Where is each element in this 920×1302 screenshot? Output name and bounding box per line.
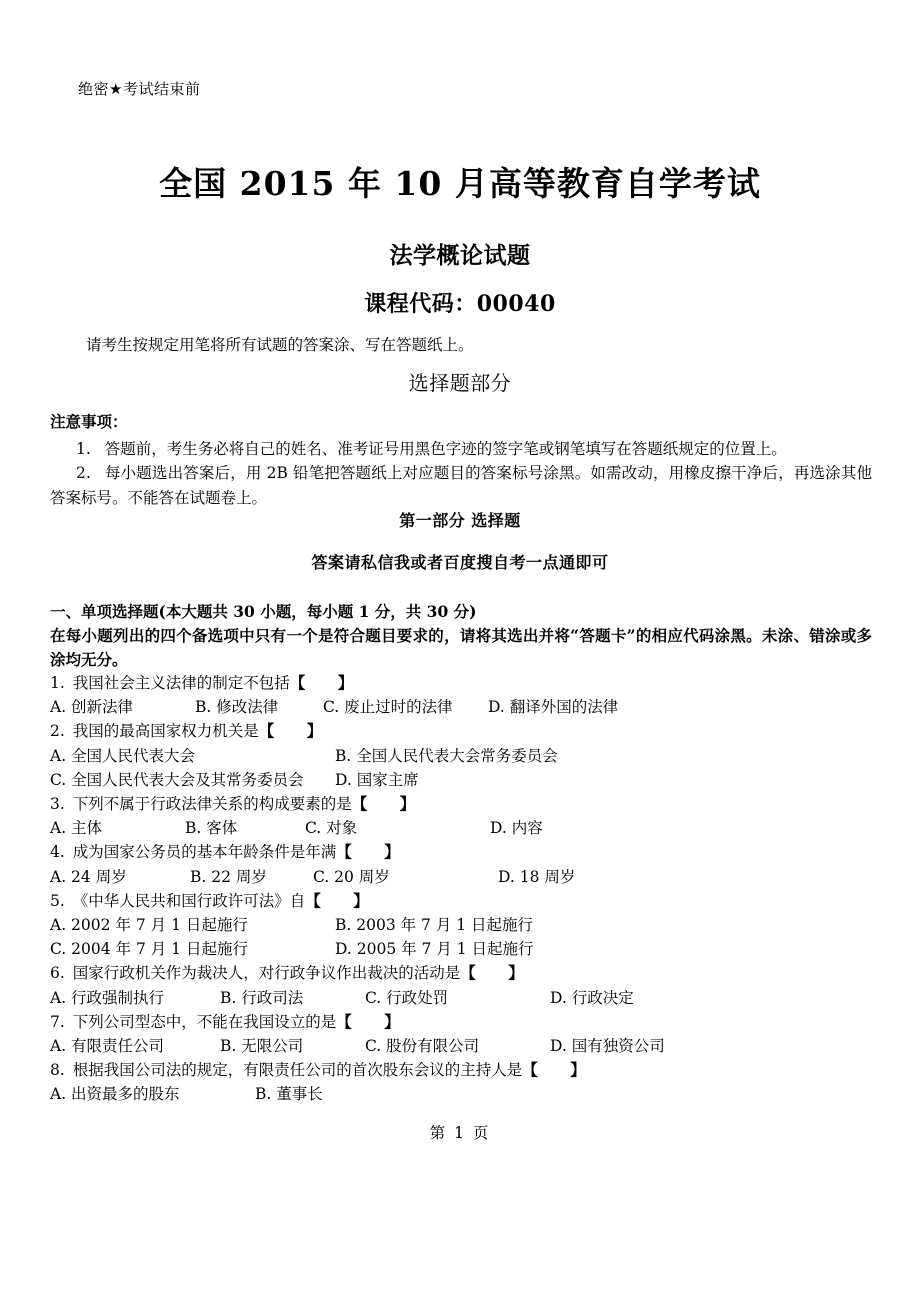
option-text: 内容 — [506, 819, 543, 838]
page-number: 第 1 页 — [429, 1124, 491, 1142]
question-option-row — [50, 1034, 872, 1058]
answer-bracket[interactable]: 【 】 — [460, 964, 525, 983]
option-label: D. — [490, 819, 507, 838]
question-option-row — [50, 1082, 872, 1106]
question-text: 根据我国公司法的规定，有限责任公司的首次股东会议的主持人是 — [67, 1061, 523, 1080]
note-item-1-text: 答题前，考生务必将自己的姓名、准考证号用黑色字迹的签字笔或钢笔填写在答题纸规定的位置上。 — [104, 440, 787, 458]
option-text: 主体 — [66, 819, 103, 838]
question-option[interactable] — [50, 865, 190, 889]
question-option[interactable] — [50, 816, 185, 840]
question-section-heading-line2: 在每小题列出的四个备选项中只有一个是符合题目要求的，请将其选出并将“答题卡”的相应代码涂黑。未涂、错涂或多涂均无分。 — [50, 626, 872, 669]
note-item-2-number: 2. — [76, 464, 91, 482]
question-option[interactable] — [365, 1034, 550, 1058]
question-section-heading-line1: 一、单项选择题(本大题共 30 小题，每小题 1 分，共 30 分) — [50, 602, 477, 621]
option-label: C. — [313, 867, 330, 886]
question-option[interactable] — [50, 1034, 220, 1058]
question-number: 2. — [50, 722, 65, 741]
subject-title: 法学概论试题 — [389, 242, 531, 270]
question-option[interactable] — [220, 1034, 365, 1058]
question-text: 成为国家公务员的基本年龄条件是年满 — [67, 843, 337, 862]
option-text: 对象 — [321, 819, 358, 838]
option-text: 有限责任公司 — [66, 1037, 165, 1056]
question-option[interactable] — [50, 937, 335, 961]
option-text: 全国人民代表大会 — [66, 746, 196, 765]
question-option[interactable] — [488, 695, 618, 719]
note-item-2 — [50, 461, 872, 511]
question-option[interactable] — [550, 986, 634, 1010]
option-label: D. — [550, 1037, 567, 1056]
question-list — [50, 671, 872, 1107]
question-text: 下列公司型态中，不能在我国设立的是 — [67, 1012, 337, 1031]
answer-bracket[interactable]: 【 】 — [305, 891, 370, 910]
option-label: B. — [195, 698, 212, 717]
option-text: 废止过时的法律 — [339, 698, 453, 717]
option-label: C. — [365, 1037, 382, 1056]
question-option[interactable] — [50, 695, 195, 719]
option-text: 翻译外国的法律 — [504, 698, 619, 717]
question-option[interactable] — [305, 816, 490, 840]
option-text: 全国人民代表大会常务委员会 — [351, 746, 558, 765]
page-title: 全国 2015 年 10 月高等教育自学考试 — [159, 164, 761, 204]
option-text: 2005 年 7 月 1 日起施行 — [351, 940, 534, 959]
pen-notice: 请考生按规定用笔将所有试题的答案涂、写在答题纸上。 — [86, 336, 474, 354]
option-label: B. — [220, 988, 237, 1007]
option-text: 无限公司 — [236, 1037, 304, 1056]
question-option[interactable] — [50, 744, 335, 768]
question-option[interactable] — [498, 865, 575, 889]
option-label: B. — [185, 819, 202, 838]
question-option[interactable] — [335, 768, 419, 792]
question-option-row — [50, 695, 872, 719]
option-text: 行政强制执行 — [66, 988, 165, 1007]
question-option[interactable] — [50, 768, 335, 792]
question-option[interactable] — [490, 816, 543, 840]
answer-bracket[interactable]: 【 】 — [522, 1061, 587, 1080]
question-option[interactable] — [335, 744, 558, 768]
question-option[interactable] — [335, 937, 534, 961]
question-option-row — [50, 865, 872, 889]
option-text: 出资最多的股东 — [66, 1085, 180, 1104]
question-stem — [50, 961, 872, 985]
option-text: 客体 — [201, 819, 238, 838]
answer-bracket[interactable]: 【 】 — [258, 722, 323, 741]
option-label: D. — [488, 698, 505, 717]
option-text: 全国人民代表大会及其常务委员会 — [66, 770, 304, 789]
question-stem — [50, 719, 872, 743]
answer-bracket[interactable]: 【 】 — [336, 843, 401, 862]
option-label: C. — [305, 819, 322, 838]
option-text: 国家主席 — [351, 770, 419, 789]
question-option-row — [50, 986, 872, 1010]
answer-bracket[interactable]: 【 】 — [351, 795, 416, 814]
question-text: 我国的最高国家权力机关是 — [67, 722, 259, 741]
option-label: D. — [335, 940, 352, 959]
option-text: 20 周岁 — [329, 867, 390, 886]
question-option[interactable] — [365, 986, 550, 1010]
answer-bracket[interactable]: 【 】 — [336, 1012, 401, 1031]
question-section-heading — [50, 600, 872, 672]
option-text: 国有独资公司 — [566, 1037, 665, 1056]
question-option[interactable] — [195, 695, 323, 719]
question-option-row — [50, 768, 872, 792]
option-text: 行政处罚 — [381, 988, 449, 1007]
question-number: 4. — [50, 843, 65, 862]
note-item-1 — [50, 437, 870, 462]
option-label: A. — [50, 988, 67, 1007]
question-number: 6. — [50, 964, 65, 983]
question-option[interactable] — [255, 1082, 323, 1106]
question-stem — [50, 671, 872, 695]
note-item-2-text: 每小题选出答案后，用 2B 铅笔把答题纸上对应题目的答案标号涂黑。如需改动，用橡皮擦干净后，再选涂其他答案标号。不能答在试题卷上。 — [50, 464, 872, 507]
question-option[interactable] — [335, 913, 533, 937]
section-heading-choice: 选择题部分 — [408, 371, 512, 395]
option-text: 行政决定 — [566, 988, 634, 1007]
question-option[interactable] — [50, 1082, 255, 1106]
question-number: 8. — [50, 1061, 65, 1080]
option-label: B. — [255, 1085, 272, 1104]
option-label: C. — [50, 940, 67, 959]
option-text: 24 周岁 — [66, 867, 127, 886]
question-text: 国家行政机关作为裁决人，对行政争议作出裁决的活动是 — [67, 964, 461, 983]
option-label: D. — [550, 988, 567, 1007]
option-label: A. — [50, 1037, 67, 1056]
notes-label: 注意事项： — [50, 414, 128, 431]
option-text: 2004 年 7 月 1 日起施行 — [66, 940, 248, 959]
option-label: C. — [50, 770, 67, 789]
option-label: A. — [50, 819, 67, 838]
question-stem — [50, 792, 872, 816]
option-label: B. — [335, 916, 352, 935]
option-text: 股份有限公司 — [381, 1037, 480, 1056]
option-label: B. — [190, 867, 207, 886]
option-text: 2003 年 7 月 1 日起施行 — [351, 916, 534, 935]
option-label: A. — [50, 916, 67, 935]
question-option[interactable] — [313, 865, 498, 889]
question-option[interactable] — [220, 986, 365, 1010]
option-text: 创新法律 — [66, 698, 134, 717]
option-label: C. — [323, 698, 340, 717]
option-text: 22 周岁 — [206, 867, 267, 886]
question-option[interactable] — [323, 695, 488, 719]
option-label: D. — [335, 770, 352, 789]
question-text: 《中华人民共和国行政许可法》自 — [67, 891, 306, 910]
part-one-title: 第一部分 选择题 — [399, 511, 521, 530]
option-label: D. — [498, 867, 515, 886]
question-option[interactable] — [50, 913, 335, 937]
question-stem — [50, 840, 872, 864]
question-option-row — [50, 937, 872, 961]
secrecy-label: 绝密★考试结束前 — [78, 81, 201, 98]
question-number: 7. — [50, 1012, 65, 1031]
question-text: 下列不属于行政法律关系的构成要素的是 — [67, 795, 352, 814]
question-number: 3. — [50, 795, 65, 814]
question-option[interactable] — [550, 1034, 665, 1058]
option-label: B. — [335, 746, 352, 765]
course-code: 课程代码：00040 — [364, 291, 556, 317]
option-text: 2002 年 7 月 1 日起施行 — [66, 916, 248, 935]
option-text: 修改法律 — [211, 698, 279, 717]
option-text: 行政司法 — [236, 988, 304, 1007]
option-label: A. — [50, 698, 67, 717]
answer-promo-note: 答案请私信我或者百度搜自考一点通即可 — [311, 555, 609, 572]
question-option-row — [50, 744, 872, 768]
question-stem — [50, 889, 872, 913]
option-label: C. — [365, 988, 382, 1007]
option-label: B. — [220, 1037, 237, 1056]
question-number: 5. — [50, 891, 65, 910]
option-text: 18 周岁 — [514, 867, 576, 886]
question-option[interactable] — [190, 865, 313, 889]
question-option[interactable] — [185, 816, 305, 840]
option-label: A. — [50, 746, 67, 765]
answer-bracket[interactable]: 【 】 — [289, 674, 354, 692]
question-number: 1. — [50, 674, 65, 692]
question-stem — [50, 1058, 872, 1082]
question-option-row — [50, 913, 872, 937]
question-option[interactable] — [50, 986, 220, 1010]
question-stem — [50, 1010, 872, 1034]
option-label: A. — [50, 1085, 67, 1104]
question-text: 我国社会主义法律的制定不包括 — [67, 674, 290, 692]
option-text: 董事长 — [271, 1085, 323, 1104]
note-item-1-number: 1. — [76, 440, 91, 458]
question-option-row — [50, 816, 872, 840]
option-label: A. — [50, 867, 67, 886]
